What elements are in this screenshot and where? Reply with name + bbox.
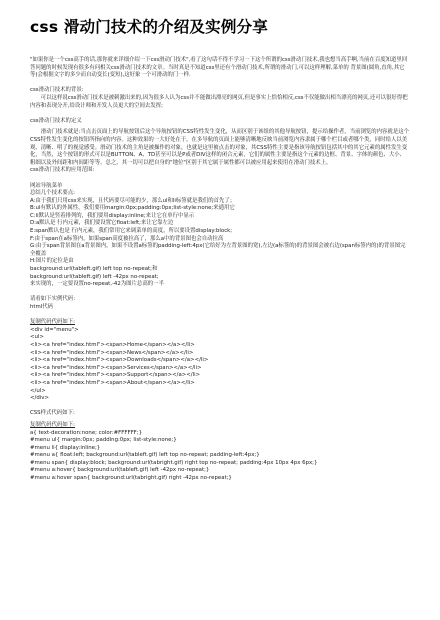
section-example-title: 请看如下实例代码： [30,296,79,303]
code-line: <li><a href="index.html"><span>Support</span></a></li> [30,372,201,379]
code-line: #menu a:hover{ background:url(tableft.gif) left -42px no-repeat;} [30,467,210,474]
tech-point: 来实现的，一定要设置no-repeat,-42为图片总高的一半 [30,281,164,288]
tech-point: background:url(tableft.gif) left -42px no-repeat; [30,273,159,280]
section-nav-subtitle: 总结几个技术要点: [30,190,75,197]
code-line: </ul> [30,387,46,394]
code-line: #menu li{ display:inline;} [30,444,101,451]
tech-point: H:图片的定位是由 [30,258,74,265]
section-background-body: 可以这样说css滑动门技术是被刺激出来的,因为很多人认为css并不能做出漂亮的网页,但是事实上恰恰相反,css不仅能做出相当漂亮的网页,还可以很好得把内容和表现分开,给设计师和开发人员更大的空间去发挥; [30,94,408,109]
page-title: css 滑动门技术的介绍及实例分享 [30,18,268,36]
tech-point: F:由于span在a标签内，如果span高度被拉高了，那么a中的背景图也会自动拉高 [30,235,224,242]
html-code-block [30,327,410,403]
tech-point: C:li默认是竖着排列的，我们要用display:inline;来让它在单行中显示 [30,212,195,219]
intro-paragraph: "如果你是一个css高手的话,那你就来详细介绍一下css滑动门技术",看了这句话不得不学习一下这个所谓的css滑动门技术,我也想当高手啊,当前在百度知道里回答问题的时候发现有很多有问相关css滑动门技术的文章。当时真是不知道css里还有个滑动门技术,所谓的滑动门,可以这样理解,菜单的 背景图(圆角,直角,其它等)会根据文字的多少而自动变长(变短),这好象一个可滑动的门一样. [30,57,408,79]
code-line: <div id="menu"> [30,326,79,333]
section-background-title: css滑动门技术的背景: [30,87,84,94]
code-line: #menu a{ float:left; background:url(tableft.gif) left top no-repeat; padding-left:4px;} [30,452,260,459]
code-line: <li><a href="index.html"><span>Downloads</span></a></li> [30,357,209,364]
section-css-title: CSS样式代码如下: [30,410,75,417]
section-definition-title: css滑动门技术的定义 [30,117,82,124]
tech-point: A:由于我们只用css来实现，且代码要尽可能的少，那么ul和li标签就是我们的首先了； [30,197,236,204]
code-line: #menu span{ display:block; background:url(tabright.gif) right top no-repeat; padding:4px 10px 4px 6px;} [30,459,318,466]
code-line: </div> [30,395,49,402]
code-line: #menu ul{ margin:0px; padding:0px; list-style:none;} [30,437,177,444]
code-line: <li><a href="index.html"><span>About</span></a></li> [30,379,195,386]
tech-point: D:a默认是 行内元素，我们要设置它float:left;来让它靠左边 [30,220,174,227]
section-scope-title: css滑动门技术的应用范围: [30,167,95,174]
tech-points-list [30,198,410,289]
section-nav-title: 网站导航菜单 [30,182,63,189]
tech-point: background:url(tableft.gif) left top no-repeat;和 [30,266,158,273]
code-line: <ul> [30,334,44,341]
tech-point: B:ul有默认的外属性，我们要用margin:0px;padding:0px;list-style:none;来通用它 [30,205,235,212]
section-definition-body: 滑动门技术就是:当点击页面上的导航按钮后这个导航按钮的CSS特性发生变化，从而区别于该组的其他导航按钮，提示给操作者，当前浏览的内容就是这个CSS特性发生变化的按钮所指向的内容。这种效果的一大好处在于，在多导航的页面上能够清晰地反映当前浏览内容隶属于哪个栏目或者哪个类，同时给人以美观、清晰、明了的视觉感受。滑动门技术的主角是被操作的对象，也就是这里被点击的对象，其CSS特性主要是指该导航按钮包括其中的其它元素的属性发生变化，当然，这个按钮的形式可以是BUTTON、A、TD甚至可以是P或者DIV这样的闭合元素，它们的属性主要是指这个元素的边框、背景、字体的颜色、大小、粗细以及外间距和内间距等等，总之，其一切可以把自身的"地位"区别于其它属于属性都可以被应用起来使用在滑动门技术上。 [30,129,409,166]
code-line: <li><a href="index.html"><span>News</span></a></li> [30,349,194,356]
code-line: #menu a:hover span{ background:url(tabright.gif) right -42px no-repeat;} [30,475,232,482]
code-line: <li><a href="index.html"><span>Home</span></a></li> [30,341,195,348]
css-code-block [30,430,410,483]
tech-point: G:由于span背景图在a背景图内，如果不设置a标签的padding-left:4px(它给好为左背景图的宽),左边(a标签的)的背景图会被右边(span标签内的)的背景图完全覆盖 [30,243,406,257]
section-example-subtitle: html代码 [30,304,54,310]
tech-point: E:span默认也是 行内元素，我们常用它来调菜单的高度，所以要设置display:block; [30,228,233,235]
code-line: a{ text-decoration:none; color:#FFFFFF;} [30,429,143,436]
copy-code-link-css[interactable]: 复制代码代码如下: [30,421,75,428]
copy-code-link-html[interactable]: 复制代码代码如下: [30,319,75,326]
code-line: <li><a href="index.html"><span>Services</span></a></li> [30,364,202,371]
